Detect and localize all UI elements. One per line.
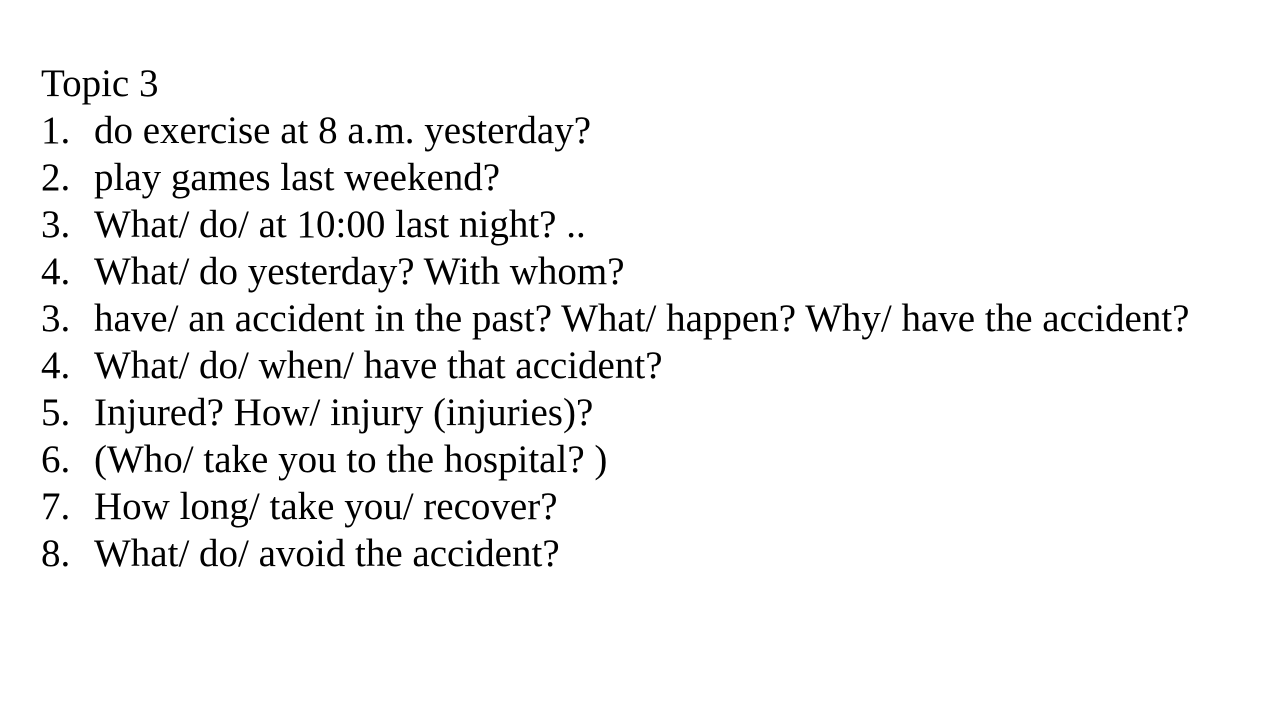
question-item [41,107,1190,154]
question-text: What/ do/ at 10:00 last night? .. [94,203,586,246]
question-number: 5. [41,391,71,434]
question-text: What/ do/ avoid the accident? [94,532,560,575]
question-item [41,389,1190,436]
question-number: 2. [41,156,71,199]
question-item [41,248,1190,295]
question-text: Injured? How/ injury (injuries)? [94,391,594,434]
question-item [41,295,1190,342]
question-list [41,107,1190,577]
question-text: do exercise at 8 a.m. yesterday? [94,109,592,152]
question-number: 4. [41,250,71,293]
question-item [41,154,1190,201]
question-item [41,342,1190,389]
question-number: 3. [41,297,71,340]
question-text: (Who/ take you to the hospital? ) [94,438,608,481]
question-text: play games last weekend? [94,156,501,199]
question-item [41,483,1190,530]
question-number: 8. [41,532,71,575]
question-text: What/ do/ when/ have that accident? [94,344,663,387]
question-text: How long/ take you/ recover? [94,485,558,528]
question-text: What/ do yesterday? With whom? [94,250,625,293]
question-number: 6. [41,438,71,481]
question-item [41,530,1190,577]
question-item [41,201,1190,248]
question-number: 4. [41,344,71,387]
question-number: 1. [41,109,71,152]
topic-title: Topic 3 [41,62,159,105]
question-number: 3. [41,203,71,246]
question-text: have/ an accident in the past? What/ happen? Why/ have the accident? [94,297,1190,340]
question-item [41,436,1190,483]
question-number: 7. [41,485,71,528]
